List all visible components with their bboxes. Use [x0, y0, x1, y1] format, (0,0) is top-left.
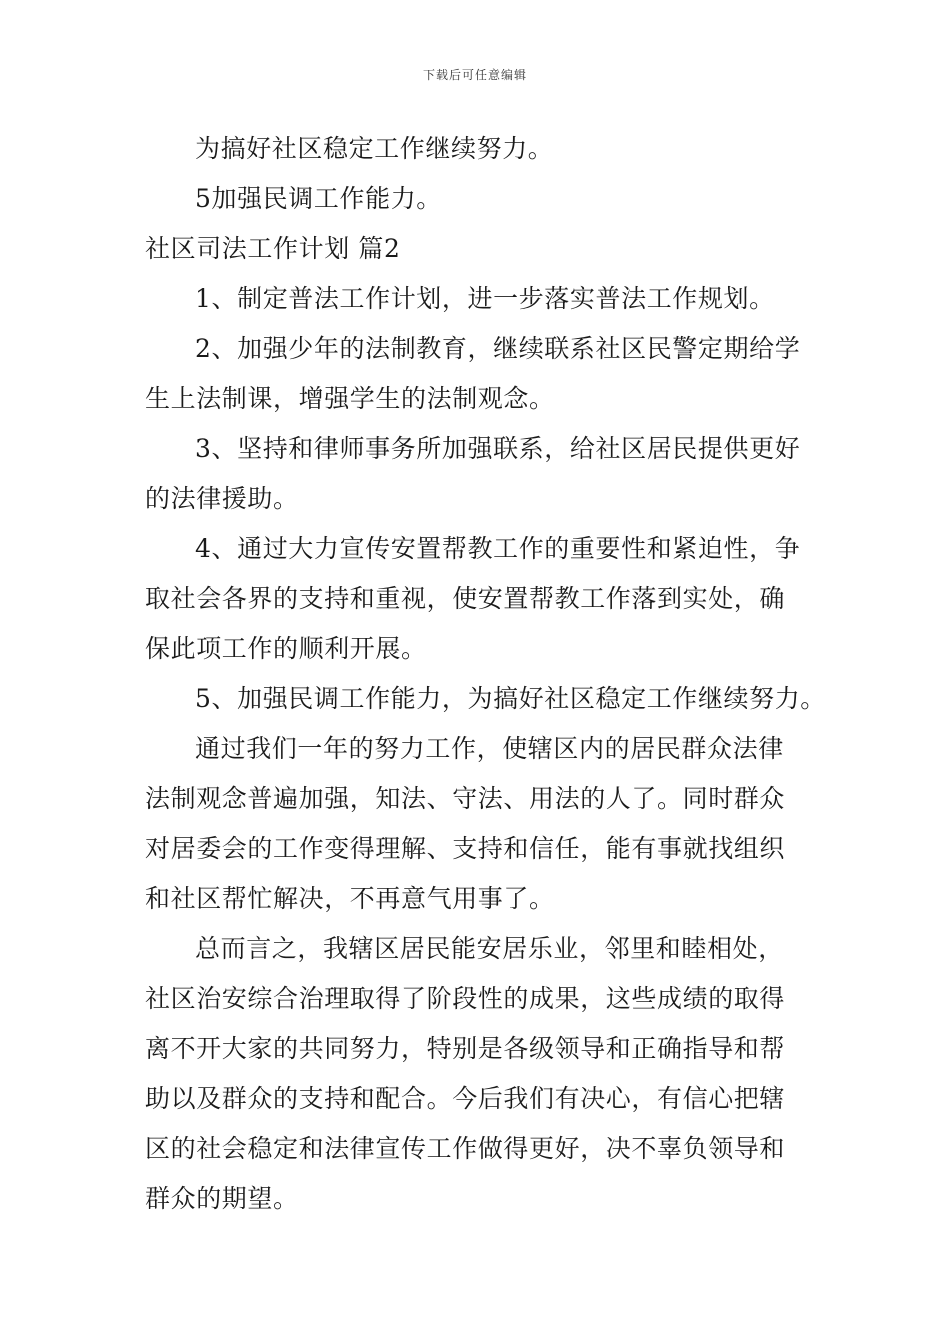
body-line: 为搞好社区稳定工作继续努力。: [195, 134, 554, 163]
body-line: 法制观念普遍加强，知法、守法、用法的人了。同时群众: [145, 784, 786, 813]
section-heading: 社区司法工作计划 篇2: [145, 234, 401, 263]
header-note: 下载后可任意编辑: [422, 68, 527, 82]
body-line: 保此项工作的顺利开展。: [145, 634, 427, 663]
body-line: 群众的期望。: [145, 1184, 299, 1213]
body-line: 取社会各界的支持和重视，使安置帮教工作落到实处，确: [145, 584, 786, 613]
body-line: 和社区帮忙解决，不再意气用事了。: [145, 884, 555, 913]
body-line: 离不开大家的共同努力，特别是各级领导和正确指导和帮: [145, 1034, 786, 1063]
body-line: 4、通过大力宣传安置帮教工作的重要性和紧迫性，争: [195, 534, 801, 563]
body-line: 2、加强少年的法制教育，继续联系社区民警定期给学: [195, 334, 801, 363]
body-line: 3、坚持和律师事务所加强联系，给社区居民提供更好: [195, 434, 801, 463]
body-line: 5加强民调工作能力。: [195, 184, 442, 213]
body-line: 社区治安综合治理取得了阶段性的成果，这些成绩的取得: [145, 984, 786, 1013]
body-line: 通过我们一年的努力工作，使辖区内的居民群众法律: [195, 734, 784, 763]
body-line: 助以及群众的支持和配合。今后我们有决心，有信心把辖: [145, 1084, 786, 1113]
body-line: 对居委会的工作变得理解、支持和信任，能有事就找组织: [145, 834, 786, 863]
body-line: 生上法制课，增强学生的法制观念。: [145, 384, 555, 413]
body-line: 5、加强民调工作能力，为搞好社区稳定工作继续努力。: [195, 684, 826, 713]
body-line: 总而言之，我辖区居民能安居乐业，邻里和睦相处，: [195, 934, 784, 963]
body-line: 1、制定普法工作计划，进一步落实普法工作规划。: [195, 284, 775, 313]
body-line: 区的社会稳定和法律宣传工作做得更好，决不辜负领导和: [145, 1134, 786, 1163]
body-line: 的法律援助。: [145, 484, 299, 513]
